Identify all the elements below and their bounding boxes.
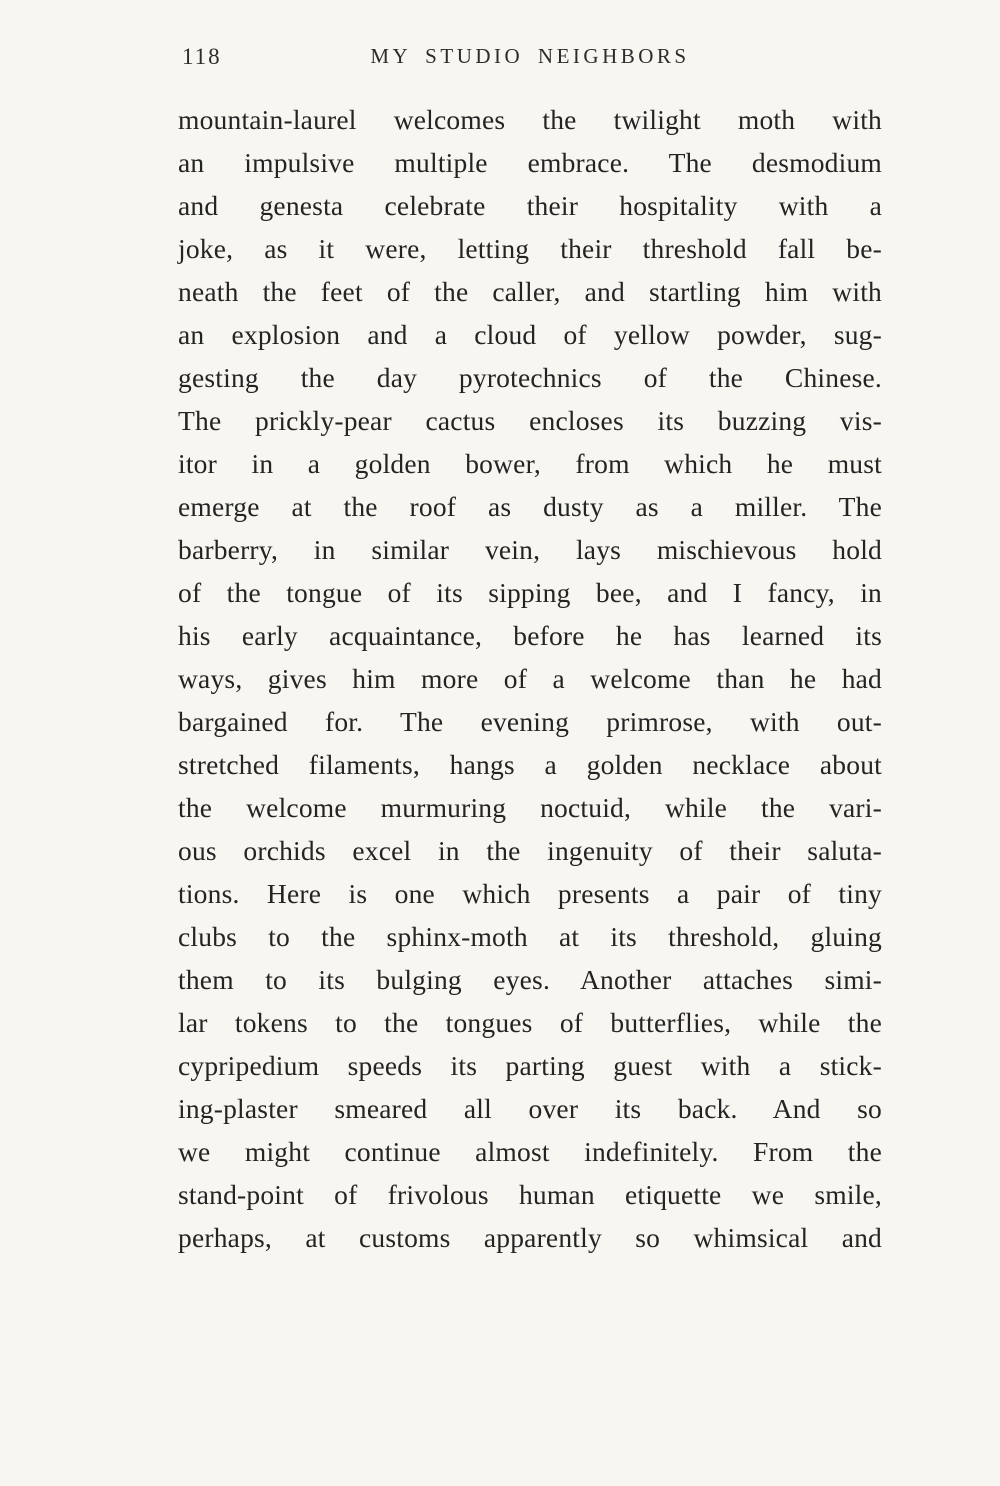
text-line: an impulsive multiple embrace. The desmodium	[178, 147, 882, 178]
text-line: his early acquaintance, before he has learned its	[178, 620, 882, 651]
text-line: perhaps, at customs apparently so whimsical and	[178, 1222, 882, 1253]
text-line: tions. Here is one which presents a pair of tiny	[178, 878, 882, 909]
text-line: the welcome murmuring noctuid, while the vari-	[178, 792, 882, 823]
text-line: emerge at the roof as dusty as a miller. The	[178, 491, 882, 522]
text-line: joke, as it were, letting their threshold fall be-	[178, 233, 882, 264]
body-text	[178, 98, 882, 1259]
text-line: and genesta celebrate their hospitality with a	[178, 190, 882, 221]
page-number: 118	[182, 44, 222, 69]
text-line: an explosion and a cloud of yellow powder, sug-	[178, 319, 882, 350]
text-line: ous orchids excel in the ingenuity of their saluta-	[178, 835, 882, 866]
text-line: clubs to the sphinx-moth at its threshold, gluing	[178, 921, 882, 952]
text-line: cypripedium speeds its parting guest with a stick-	[178, 1050, 882, 1081]
text-line: neath the feet of the caller, and startling him with	[178, 276, 882, 307]
text-line: of the tongue of its sipping bee, and I fancy, in	[178, 577, 882, 608]
text-line: barberry, in similar vein, lays mischievous hold	[178, 534, 882, 565]
text-line: ing-plaster smeared all over its back. And so	[178, 1093, 882, 1124]
text-line: stretched filaments, hangs a golden necklace about	[178, 749, 882, 780]
text-line: bargained for. The evening primrose, with out-	[178, 706, 882, 737]
text-line: lar tokens to the tongues of butterflies, while the	[178, 1007, 882, 1038]
text-line: ways, gives him more of a welcome than he had	[178, 663, 882, 694]
text-line: The prickly-pear cactus encloses its buzzing vis-	[178, 405, 882, 436]
text-line: gesting the day pyrotechnics of the Chinese.	[178, 362, 882, 393]
running-head: MY STUDIO NEIGHBORS	[370, 44, 690, 68]
text-line: them to its bulging eyes. Another attaches simi-	[178, 964, 882, 995]
text-line: mountain-laurel welcomes the twilight moth with	[178, 104, 882, 135]
text-line: itor in a golden bower, from which he must	[178, 448, 882, 479]
text-line: we might continue almost indefinitely. From the	[178, 1136, 882, 1167]
page-header	[178, 44, 882, 74]
text-line: stand-point of frivolous human etiquette we smile,	[178, 1179, 882, 1210]
